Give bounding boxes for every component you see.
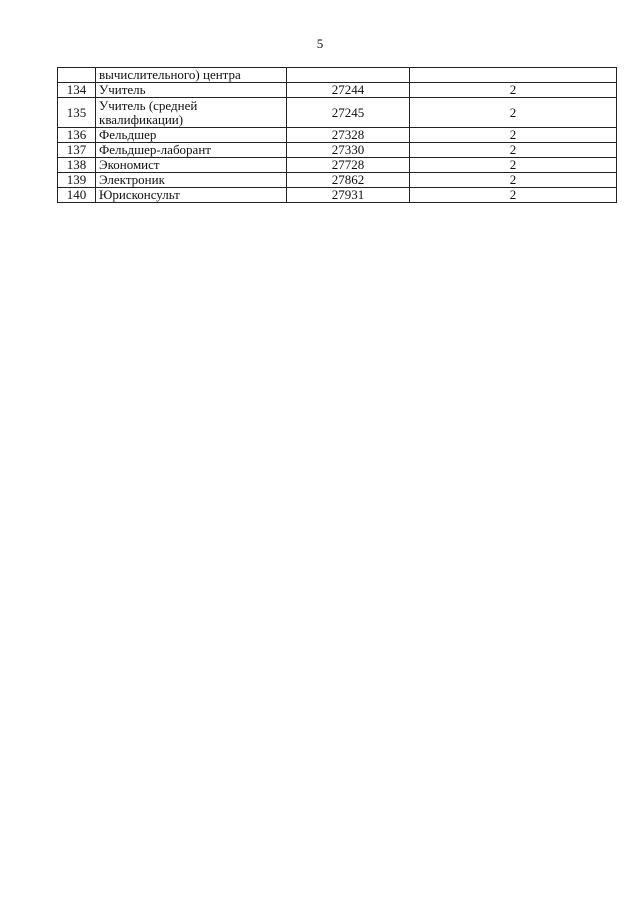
profession-code-cell: 27244: [287, 83, 410, 98]
table-row: [58, 98, 617, 128]
value-cell: 2: [410, 188, 617, 203]
profession-code-cell: 27328: [287, 128, 410, 143]
profession-code-cell: 27330: [287, 143, 410, 158]
profession-name-cell: Экономист: [96, 158, 287, 173]
value-cell: 2: [410, 158, 617, 173]
row-number-cell: 137: [58, 143, 96, 158]
profession-name-cell: Фельдшер: [96, 128, 287, 143]
row-number-cell: 140: [58, 188, 96, 203]
table-row: [58, 188, 617, 203]
profession-name-cell: Фельдшер-лаборант: [96, 143, 287, 158]
profession-name-cell: Учитель: [96, 83, 287, 98]
profession-code-cell: 27245: [287, 98, 410, 128]
row-number-cell: 134: [58, 83, 96, 98]
profession-name-cell: Учитель (средней квалификации): [96, 98, 287, 128]
professions-table: [57, 67, 617, 203]
value-cell: [410, 68, 617, 83]
profession-name-cell: вычислительного) центра: [96, 68, 287, 83]
value-cell: 2: [410, 143, 617, 158]
value-cell: 2: [410, 128, 617, 143]
row-number-cell: 136: [58, 128, 96, 143]
value-cell: 2: [410, 173, 617, 188]
table-row: [58, 128, 617, 143]
table-row: [58, 68, 617, 83]
profession-code-cell: 27931: [287, 188, 410, 203]
profession-code-cell: 27728: [287, 158, 410, 173]
profession-code-cell: [287, 68, 410, 83]
profession-code-cell: 27862: [287, 173, 410, 188]
profession-name-cell: Электроник: [96, 173, 287, 188]
row-number-cell: 138: [58, 158, 96, 173]
row-number-cell: 135: [58, 98, 96, 128]
table-row: [58, 173, 617, 188]
table-row: [58, 143, 617, 158]
table-row: [58, 83, 617, 98]
table-row: [58, 158, 617, 173]
page-number: 5: [316, 36, 324, 51]
row-number-cell: 139: [58, 173, 96, 188]
row-number-cell: [58, 68, 96, 83]
profession-name-cell: Юрисконсульт: [96, 188, 287, 203]
value-cell: 2: [410, 98, 617, 128]
value-cell: 2: [410, 83, 617, 98]
